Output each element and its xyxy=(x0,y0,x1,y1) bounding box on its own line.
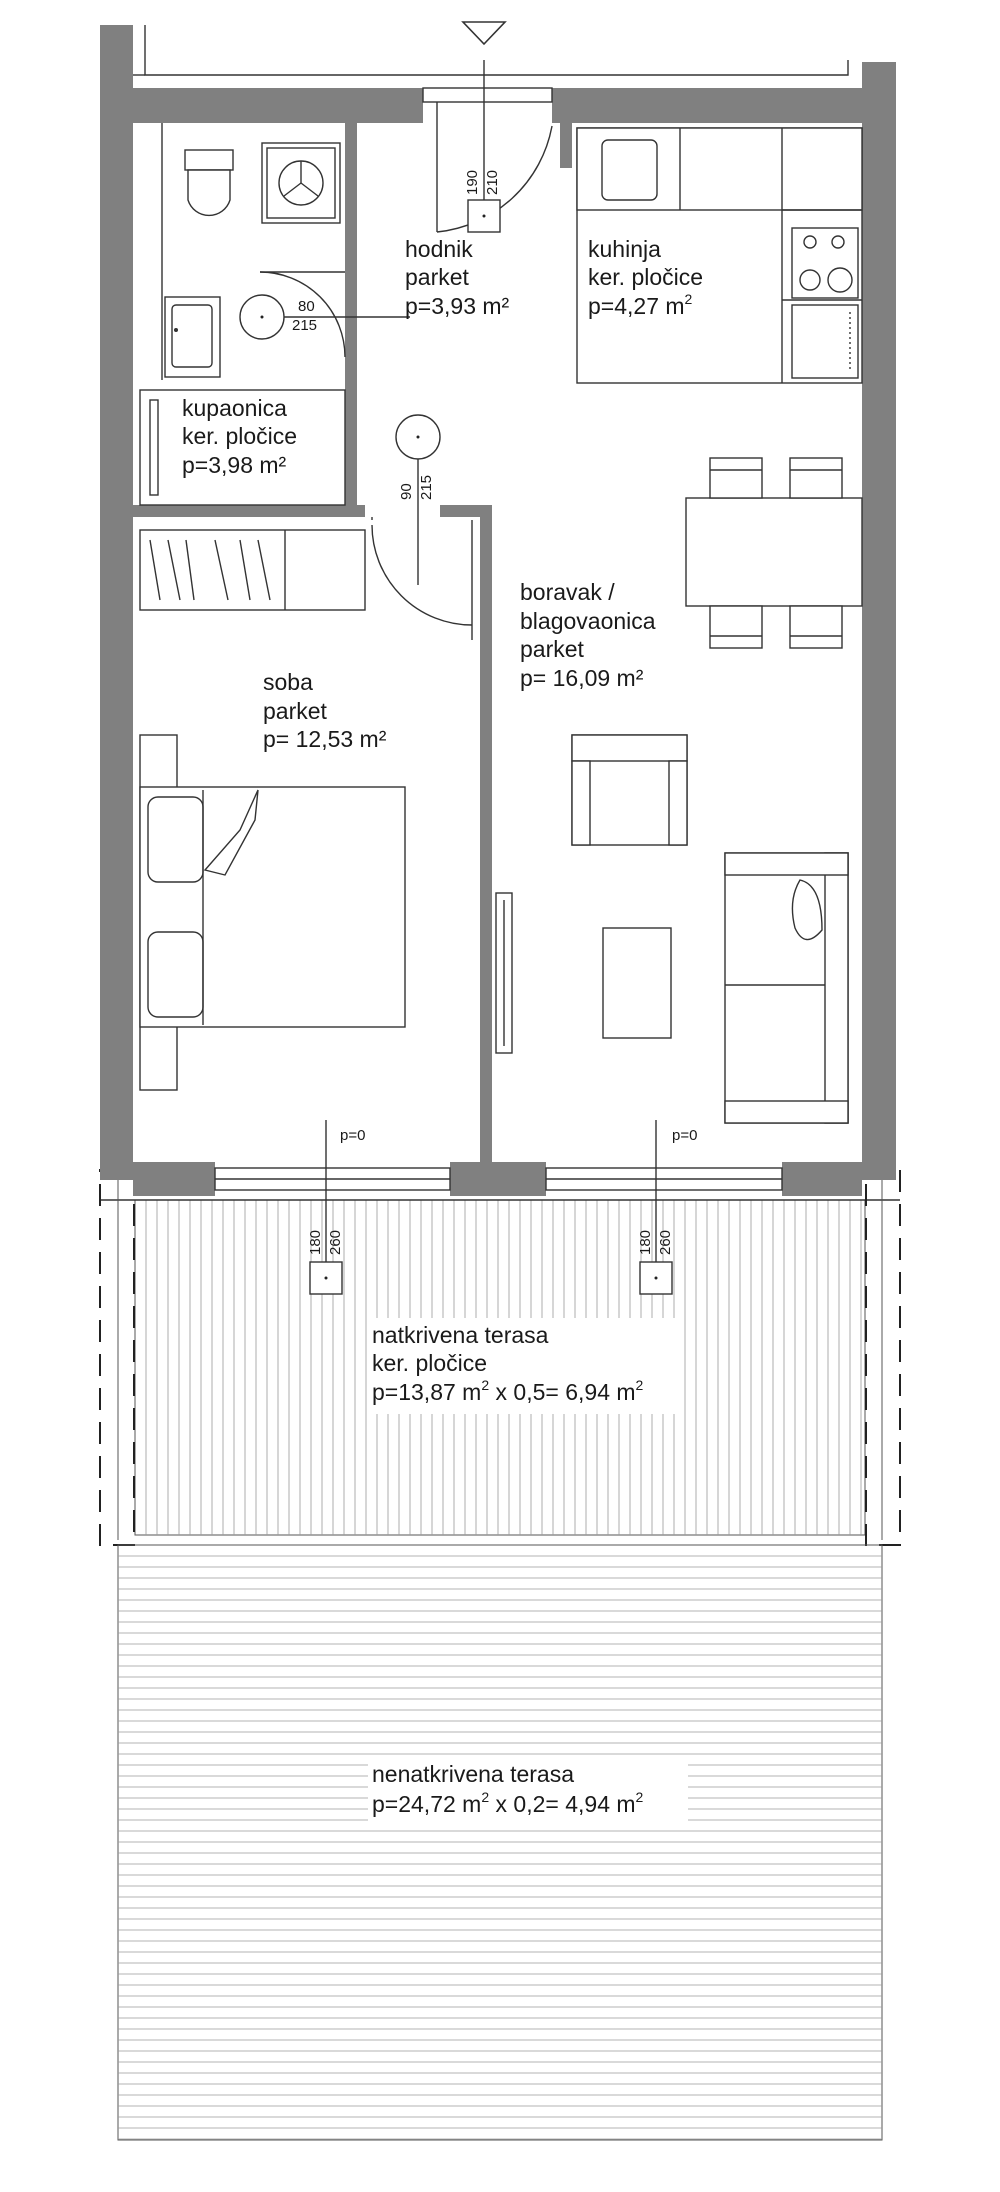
wardrobe-icon xyxy=(140,530,365,610)
bedroom-door xyxy=(372,517,472,640)
soba-name: soba xyxy=(263,669,313,695)
dining-table xyxy=(686,458,862,648)
armchair-icon xyxy=(572,735,687,845)
washbasin-icon xyxy=(165,297,220,377)
shower-icon xyxy=(262,143,340,223)
kupaonica-name: kupaonica xyxy=(182,395,287,421)
terrace-column-left xyxy=(100,1170,134,1545)
hodnik-area: p=3,93 m² xyxy=(405,293,510,319)
terrace-left-level-top: 180 xyxy=(307,1229,324,1255)
kupaonica-area: p=3,98 m² xyxy=(182,452,287,478)
natkrivena-area: p=13,87 $m^2$ x 0,5= 6,94 $m^2$ xyxy=(372,1377,644,1405)
tv-icon xyxy=(496,893,512,1053)
soba-area: p= 12,53 m² xyxy=(263,726,387,752)
kuhinja-name: kuhinja xyxy=(588,236,661,262)
label-kupaonica xyxy=(182,395,297,478)
terrace-column-right xyxy=(866,1170,900,1545)
uncovered-terrace-hatching xyxy=(118,1556,882,2139)
hall-level-top: 90 xyxy=(398,483,415,500)
bath-level-bottom: 215 xyxy=(292,317,318,334)
kuhinja-floor: ker. pločice xyxy=(588,264,704,290)
terrace-right-level-bottom: 260 xyxy=(657,1229,674,1255)
label-nenatkrivena-terasa xyxy=(368,1758,688,1828)
nenatkrivena-area: p=24,72 $m^2$ x 0,2= 4,94 $m^2$ xyxy=(372,1789,644,1817)
bath-level-top: 80 xyxy=(298,298,315,315)
nenatkrivena-name: nenatkrivena terasa xyxy=(372,1761,575,1787)
oven-icon xyxy=(792,305,858,378)
entrance-level-bottom: 210 xyxy=(484,169,501,195)
boravak-area: p= 16,09 m² xyxy=(520,665,644,691)
terrace-left-level-bottom: 260 xyxy=(327,1229,344,1255)
level-marker-terrace-left xyxy=(307,1120,365,1294)
entrance-arrow-icon xyxy=(463,22,505,44)
label-boravak xyxy=(520,579,656,691)
hodnik-name: hodnik xyxy=(405,236,473,262)
window-living xyxy=(546,1168,782,1190)
hall-level-bottom: 215 xyxy=(418,474,435,500)
terrace-right-level-top: 180 xyxy=(637,1229,654,1255)
boravak-floor: parket xyxy=(520,636,584,662)
level-marker-hall xyxy=(396,415,440,585)
hodnik-floor: parket xyxy=(405,264,469,290)
window-bedroom xyxy=(215,1168,450,1190)
soba-floor: parket xyxy=(263,698,327,724)
kupaonica-floor: ker. pločice xyxy=(182,423,298,449)
label-natkrivena-terasa xyxy=(368,1318,678,1414)
stove-icon xyxy=(792,228,858,298)
label-hodnik xyxy=(405,236,510,319)
natkrivena-floor: ker. pločice xyxy=(372,1350,488,1376)
threshold-left-level: p=0 xyxy=(340,1127,366,1144)
entrance-level-top: 190 xyxy=(464,169,481,195)
bed-icon xyxy=(140,735,405,1090)
sofa-icon xyxy=(725,853,848,1123)
boravak-name: boravak / xyxy=(520,579,615,605)
toilet-icon xyxy=(185,150,233,215)
coffee-table xyxy=(603,928,671,1038)
label-soba xyxy=(263,669,387,752)
level-marker-terrace-right xyxy=(637,1120,697,1294)
level-marker-entrance xyxy=(464,60,501,232)
uncovered-terrace xyxy=(118,1545,882,2140)
sink-icon xyxy=(602,140,657,200)
threshold-right-level: p=0 xyxy=(672,1127,698,1144)
natkrivena-name: natkrivena terasa xyxy=(372,1322,549,1348)
boravak-name-2: blagovaonica xyxy=(520,608,656,634)
kuhinja-area: p=4,27 $m^2$ xyxy=(588,291,693,319)
